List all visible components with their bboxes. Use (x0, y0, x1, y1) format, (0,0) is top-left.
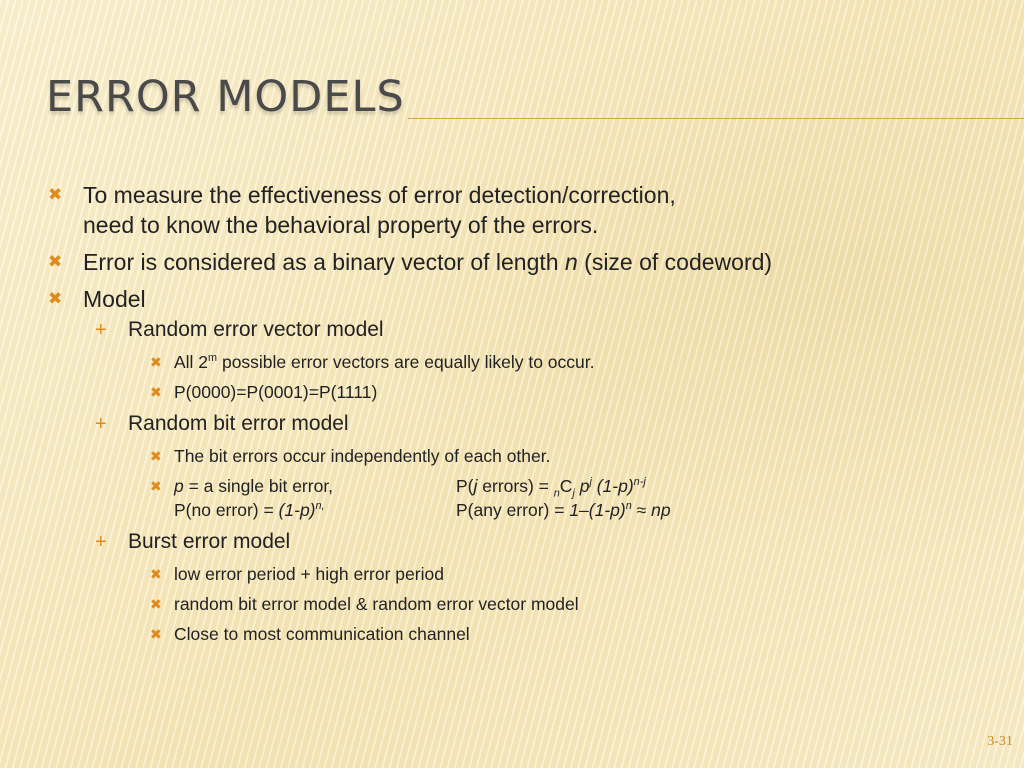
list-item: ✖ random bit error model & random error vector model (150, 594, 579, 614)
formula-row-1: p = a single bit error, P(j errors) = $_nC_j$ $p^j$ $(1-p)^{n-j}$ (174, 476, 646, 500)
slide-content (46, 180, 996, 652)
formula-row-2: P(no error) = $(1-p)^{n,}$ P(any error) = $1-(1-p)^n$ ≈ np (174, 500, 671, 520)
bullet-text-line2: need to know the behavioral property of the errors. (83, 212, 599, 238)
x-bullet-icon: ✖ (150, 566, 162, 582)
plus-bullet-icon: + (95, 413, 107, 435)
x-bullet-icon: ✖ (150, 354, 162, 370)
sub-bullet-heading: Burst error model (128, 530, 291, 553)
bullet-text: Model (83, 286, 146, 312)
list-item: ✖ low error period + high error period (150, 564, 444, 584)
bullet-text-line1: To measure the effectiveness of error detection/correction, (83, 182, 676, 208)
sub-bullet-heading: Random bit error model (128, 412, 349, 435)
x-bullet-icon: ✖ (150, 596, 162, 612)
bullet-binary-vector (46, 247, 996, 277)
sub-bullet-burst-error (91, 528, 996, 556)
list-item: ✖ The bit errors occur independently of each other. (150, 446, 551, 466)
length-variable: n (564, 249, 578, 275)
list-item-formulas (148, 474, 996, 522)
bullet-model (46, 284, 996, 314)
bullet-text-tail: (size of codeword) (577, 249, 773, 275)
x-bullet-icon: ✖ (150, 626, 162, 642)
list-item: ✖ All 2$^m$ possible error vectors are equally likely to occur. (150, 352, 595, 372)
x-bullet-icon: ✖ (150, 478, 162, 494)
sub-bullet-random-bit-error (91, 410, 996, 438)
x-bullet-icon: ✖ (48, 252, 63, 271)
x-bullet-icon: ✖ (48, 185, 63, 204)
bullet-text: Error is considered as a binary vector of length (83, 249, 565, 275)
bullet-measure-effectiveness (46, 180, 996, 240)
plus-bullet-icon: + (95, 319, 107, 341)
x-bullet-icon: ✖ (150, 384, 162, 400)
x-bullet-icon: ✖ (48, 289, 63, 308)
plus-bullet-icon: + (95, 531, 107, 553)
list-item: ✖ P(0000)=P(0001)=P(1111) (150, 382, 378, 402)
title-divider (408, 118, 1024, 119)
list-item: ✖ Close to most communication channel (150, 624, 470, 644)
x-bullet-icon: ✖ (150, 448, 162, 464)
sub-bullet-random-error-vector (91, 316, 996, 344)
sub-bullet-heading: Random error vector model (128, 318, 384, 341)
page-number: 3-31 (987, 734, 1013, 749)
slide-title: ERROR MODELS (46, 72, 405, 122)
